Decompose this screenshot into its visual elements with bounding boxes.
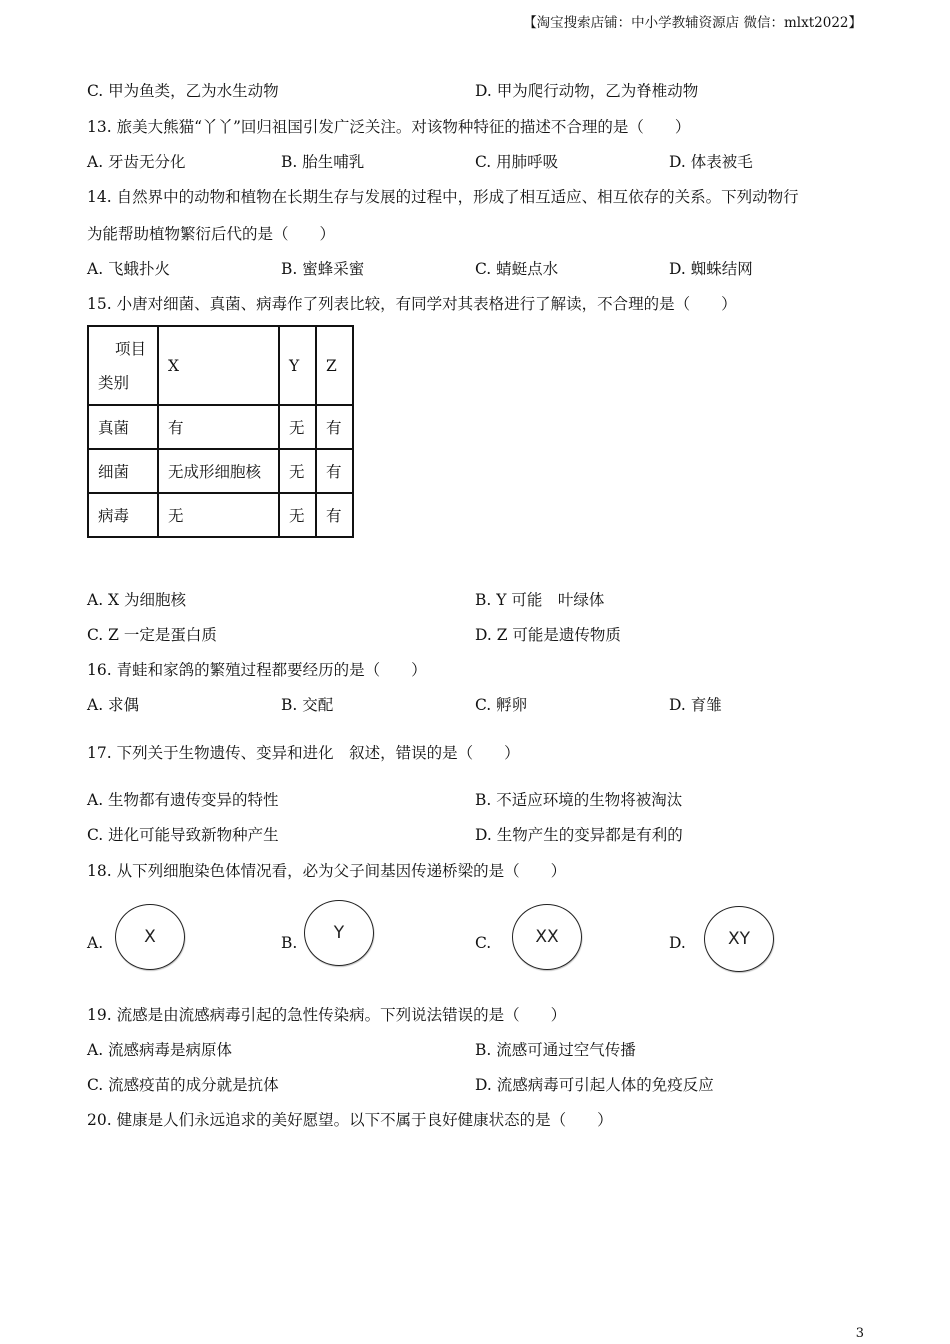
- corner-label-item: 项目: [115, 339, 147, 358]
- q14-option-a: A. 飞蛾扑火: [87, 260, 171, 278]
- q18-option-a-label: A.: [87, 934, 104, 952]
- q16-option-d: D. 育雏: [669, 696, 722, 714]
- q14-option-c: C. 蜻蜓点水: [475, 260, 559, 278]
- corner-label-category: 类别: [98, 373, 130, 392]
- column-header-x: X: [158, 326, 279, 405]
- q19-option-a: A. 流感病毒是病原体: [87, 1041, 233, 1059]
- q14-stem-line2: 为能帮助植物繁衍后代的是（ ）: [87, 225, 336, 243]
- cell-diagram-c: XX: [512, 904, 582, 970]
- q17-option-c: C. 进化可能导致新物种产生: [87, 826, 279, 844]
- q12-option-c: C. 甲为鱼类，乙为水生动物: [87, 82, 279, 100]
- cell-diagram-d: XY: [704, 906, 774, 972]
- cell-z: 有: [316, 405, 353, 449]
- q13-stem: 13. 旅美大熊猫“丫丫”回归祖国引发广泛关注。对该物种特征的描述不合理的是（ ）: [87, 118, 691, 136]
- comparison-table: [87, 325, 354, 538]
- row-name: 细菌: [88, 449, 158, 493]
- cell-diagram-a: X: [115, 904, 185, 970]
- page-header: 【淘宝搜索店铺：中小学教辅资源店 微信：mlxt2022】: [523, 15, 862, 31]
- row-name: 病毒: [88, 493, 158, 537]
- cell-x: 无成形细胞核: [158, 449, 279, 493]
- row-name: 真菌: [88, 405, 158, 449]
- column-header-y: Y: [279, 326, 316, 405]
- cell-y: 无: [279, 493, 316, 537]
- q19-option-b: B. 流感可通过空气传播: [475, 1041, 636, 1059]
- table-row: [88, 493, 353, 537]
- q18-stem: 18. 从下列细胞染色体情况看，必为父子间基因传递桥梁的是（ ）: [87, 862, 567, 880]
- q15-option-b: B. Y 可能 叶绿体: [475, 591, 605, 609]
- q19-option-c: C. 流感疫苗的成分就是抗体: [87, 1076, 279, 1094]
- q16-option-c: C. 孵卵: [475, 696, 528, 714]
- q17-option-a: A. 生物都有遗传变异的特性: [87, 791, 279, 809]
- q18-option-d-label: D.: [669, 934, 686, 952]
- cell-z: 有: [316, 449, 353, 493]
- cell-z: 有: [316, 493, 353, 537]
- q15-option-c: C. Z 一定是蛋白质: [87, 626, 217, 644]
- q13-option-d: D. 体表被毛: [669, 153, 753, 171]
- cell-x: 无: [158, 493, 279, 537]
- cell-diagram-b: Y: [304, 900, 374, 966]
- table-row: [88, 405, 353, 449]
- page-number: 3: [855, 1326, 864, 1341]
- q15-option-a: A. X 为细胞核: [87, 591, 187, 609]
- table-header-row: [88, 326, 353, 405]
- q13-option-a: A. 牙齿无分化: [87, 153, 186, 171]
- q17-stem: 17. 下列关于生物遗传、变异和进化 叙述，错误的是（ ）: [87, 744, 520, 762]
- cell-y: 无: [279, 405, 316, 449]
- q14-option-b: B. 蜜蜂采蜜: [281, 260, 365, 278]
- table-row: [88, 449, 353, 493]
- q18-option-c-label: C.: [475, 934, 492, 952]
- q16-option-b: B. 交配: [281, 696, 334, 714]
- q19-stem: 19. 流感是由流感病毒引起的急性传染病。下列说法错误的是（ ）: [87, 1006, 567, 1024]
- q20-stem: 20. 健康是人们永远追求的美好愿望。以下不属于良好健康状态的是（ ）: [87, 1111, 613, 1129]
- cell-y: 无: [279, 449, 316, 493]
- q17-option-b: B. 不适应环境的生物将被淘汰: [475, 791, 683, 809]
- cell-x: 有: [158, 405, 279, 449]
- q17-option-d: D. 生物产生的变异都是有利的: [475, 826, 683, 844]
- q19-option-d: D. 流感病毒可引起人体的免疫反应: [475, 1076, 714, 1094]
- table-corner-cell: [88, 326, 158, 405]
- q15-option-d: D. Z 可能是遗传物质: [475, 626, 621, 644]
- q14-option-d: D. 蜘蛛结网: [669, 260, 753, 278]
- q15-stem: 15. 小唐对细菌、真菌、病毒作了列表比较，有同学对其表格进行了解读，不合理的是（ ）: [87, 295, 737, 313]
- column-header-z: Z: [316, 326, 353, 405]
- q16-stem: 16. 青蛙和家鸽的繁殖过程都要经历的是（ ）: [87, 661, 427, 679]
- q18-option-b-label: B.: [281, 934, 298, 952]
- q16-option-a: A. 求偶: [87, 696, 140, 714]
- q13-option-b: B. 胎生哺乳: [281, 153, 365, 171]
- q12-option-d: D. 甲为爬行动物，乙为脊椎动物: [475, 82, 699, 100]
- q13-option-c: C. 用肺呼吸: [475, 153, 559, 171]
- q14-stem-line1: 14. 自然界中的动物和植物在长期生存与发展的过程中，形成了相互适应、相互依存的关系。下列动物行: [87, 188, 799, 206]
